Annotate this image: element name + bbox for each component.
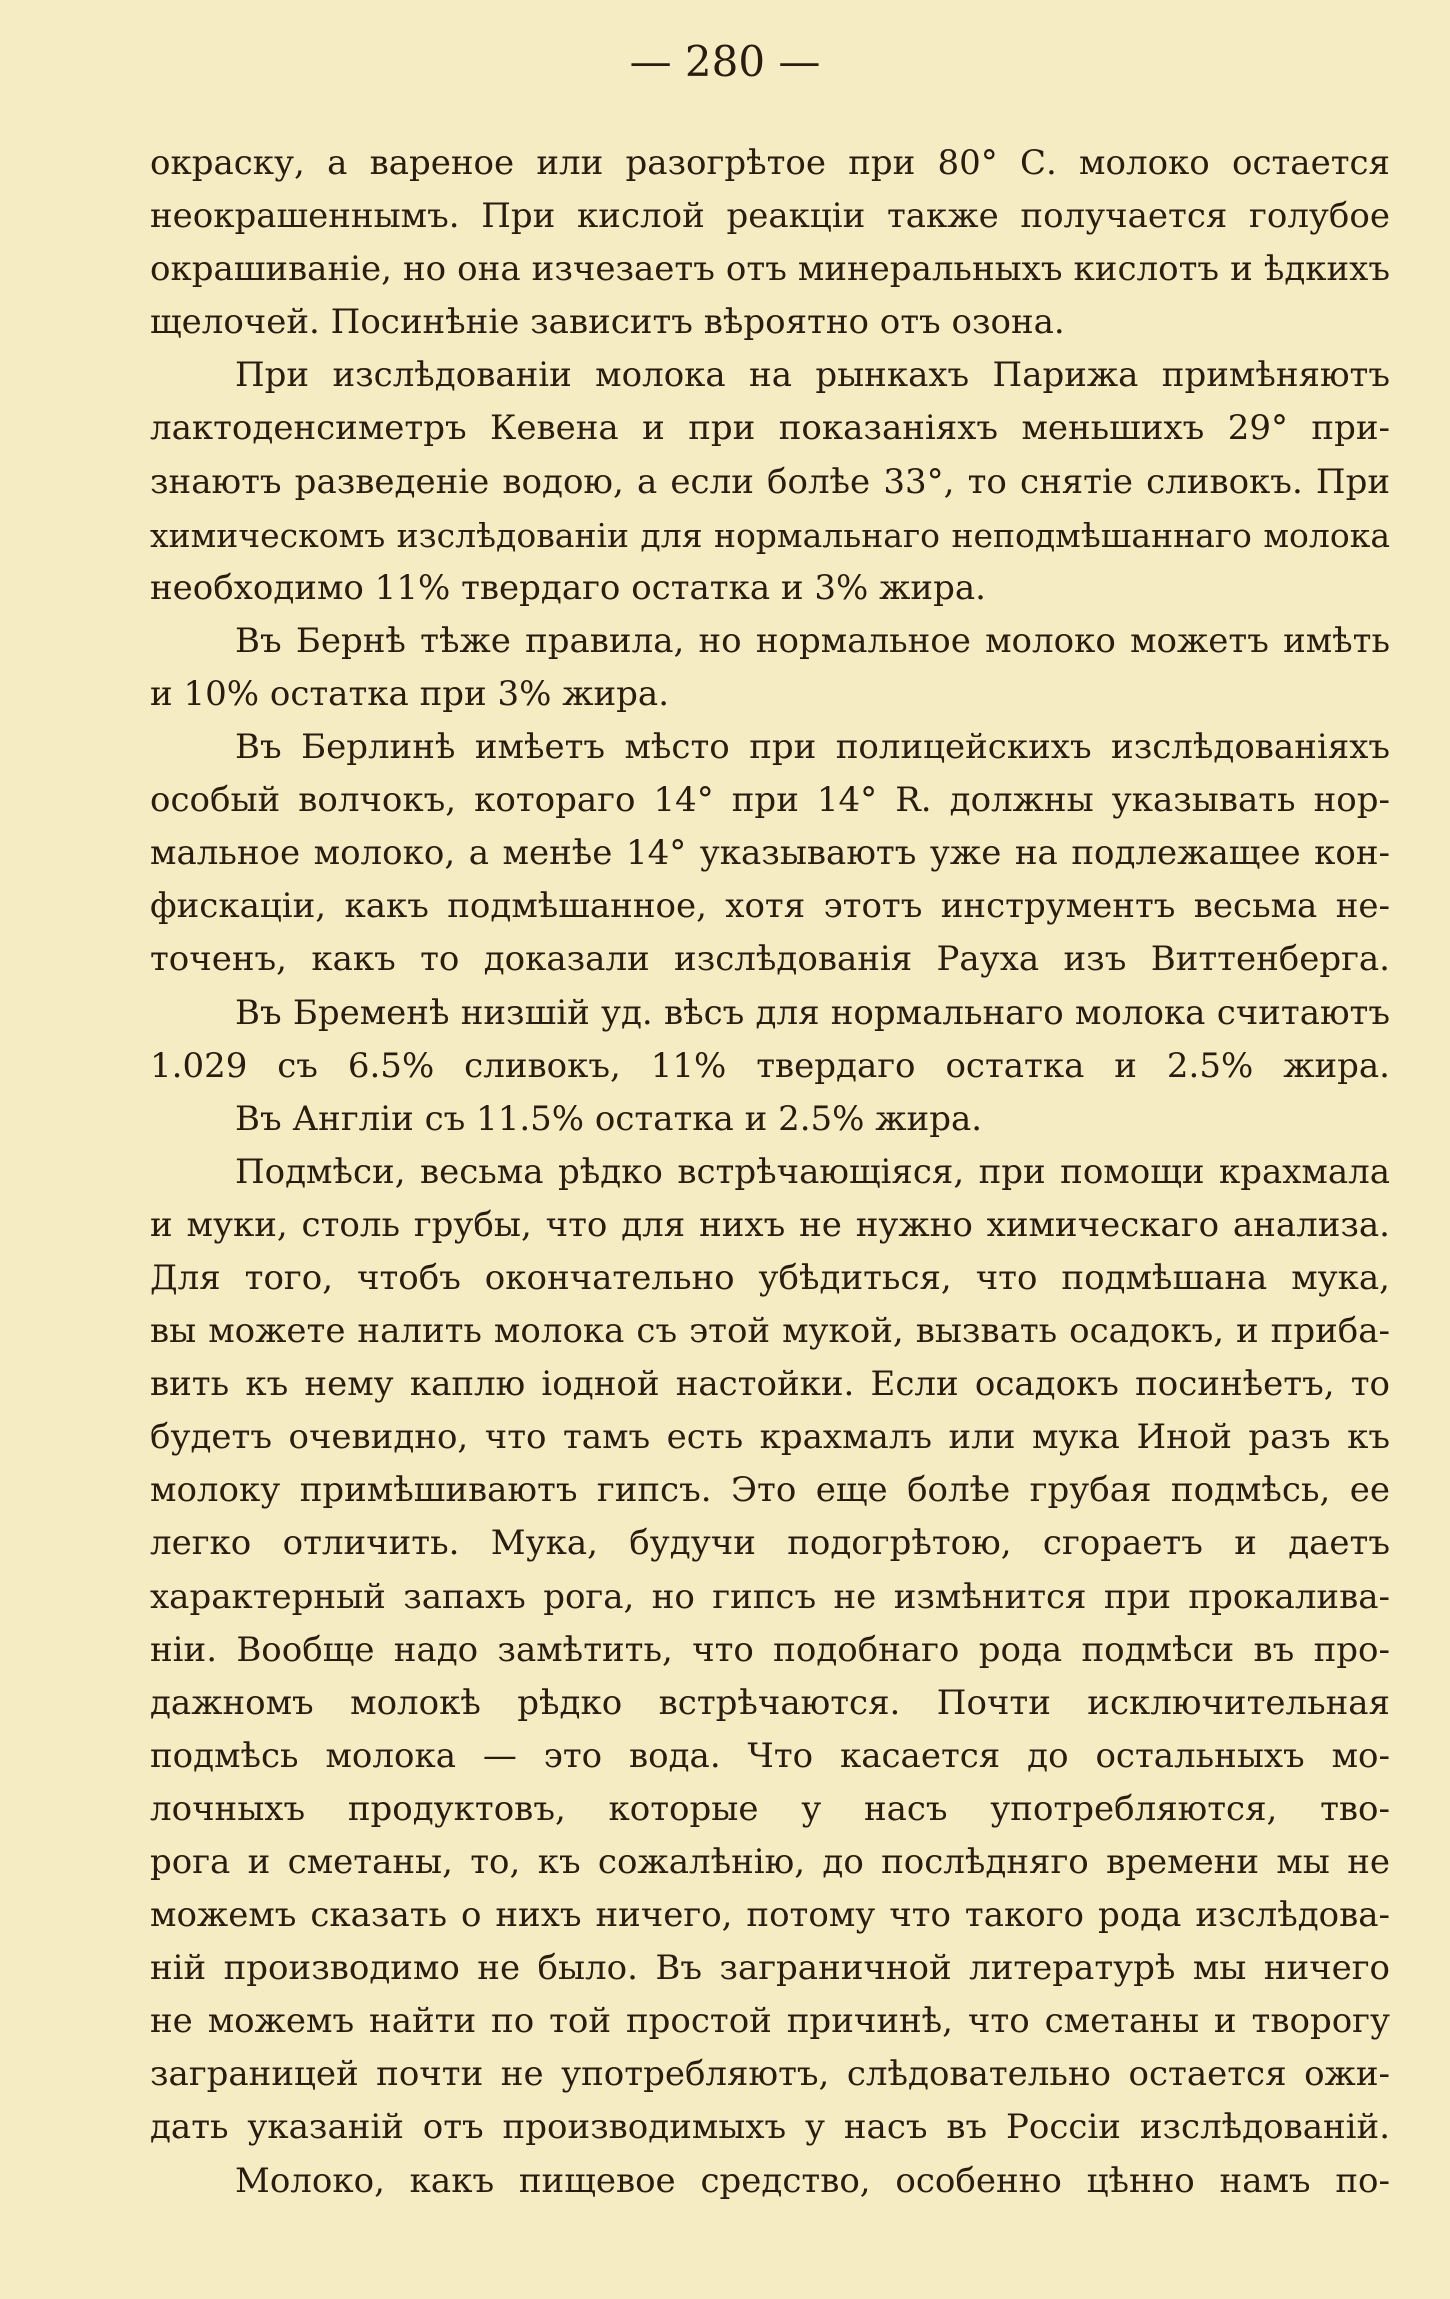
text-line: будетъ очевидно, что тамъ есть крахмалъ или мука Иной разъ къ bbox=[150, 1417, 1390, 1458]
text-line: Молоко, какъ пищевое средство, особенно цѣнно намъ по- bbox=[235, 2160, 1390, 2201]
text-line: При изслѣдованіи молока на рынкахъ Парижа примѣняютъ bbox=[235, 355, 1390, 396]
text-line: фискаціи, какъ подмѣшанное, хотя этотъ инструментъ весьма не- bbox=[150, 886, 1390, 927]
text-line: и муки, столь грубы, что для нихъ не нужно химическаго анализа. bbox=[150, 1204, 1390, 1245]
text-line: 1.029 съ 6.5% сливокъ, 11% твердаго остатка и 2.5% жира. bbox=[150, 1045, 1390, 1086]
text-line: Въ Бременѣ низшій уд. вѣсъ для нормальнаго молока считаютъ bbox=[235, 992, 1390, 1033]
text-line: легко отличить. Мука, будучи подогрѣтою, сгораетъ и даетъ bbox=[150, 1523, 1390, 1564]
text-line: дажномъ молокѣ рѣдко встрѣчаются. Почти исключительная bbox=[150, 1682, 1390, 1723]
text-line: щелочей. Посинѣніе зависитъ вѣроятно отъ озона. bbox=[150, 302, 1065, 343]
text-line: можемъ сказать о нихъ ничего, потому что такого рода изслѣдова- bbox=[150, 1895, 1390, 1936]
text-line: и 10% остатка при 3% жира. bbox=[150, 673, 669, 714]
text-line: вить къ нему каплю іодной настойки. Если осадокъ посинѣетъ, то bbox=[150, 1364, 1390, 1405]
text-line: точенъ, какъ то доказали изслѣдованія Рауха изъ Виттенберга. bbox=[150, 939, 1390, 980]
body-text bbox=[150, 137, 1390, 2208]
text-line: необходимо 11% твердаго остатка и 3% жира. bbox=[150, 567, 986, 608]
text-line: Подмѣси, весьма рѣдко встрѣчающіяся, при помощи крахмала bbox=[235, 1151, 1390, 1192]
text-line: дать указаній отъ производимыхъ у насъ въ Россіи изслѣдованій. bbox=[150, 2107, 1390, 2148]
text-line: не можемъ найти по той простой причинѣ, что сметаны и творогу bbox=[150, 2001, 1390, 2042]
text-line: мальное молоко, а менѣе 14° указываютъ уже на подлежащее кон- bbox=[150, 833, 1390, 874]
text-line: окрашиваніе, но она изчезаетъ отъ минеральныхъ кислотъ и ѣдкихъ bbox=[150, 249, 1390, 290]
text-line: лочныхъ продуктовъ, которые у насъ употребляются, тво- bbox=[150, 1788, 1390, 1829]
text-line: Въ Берлинѣ имѣетъ мѣсто при полицейскихъ изслѣдованіяхъ bbox=[235, 727, 1390, 768]
text-line: ній производимо не было. Въ заграничной литературѣ мы ничего bbox=[150, 1948, 1390, 1989]
text-line: знаютъ разведеніе водою, а если болѣе 33°, то снятіе сливокъ. При bbox=[150, 461, 1390, 502]
text-line: молоку примѣшиваютъ гипсъ. Это еще болѣе грубая подмѣсь, ее bbox=[150, 1470, 1390, 1511]
text-line: Въ Англіи съ 11.5% остатка и 2.5% жира. bbox=[235, 1098, 983, 1139]
text-line: особый волчокъ, котораго 14° при 14° R. должны указывать нор- bbox=[150, 780, 1390, 821]
text-line: Въ Бернѣ тѣже правила, но нормальное молоко можетъ имѣть bbox=[235, 620, 1390, 661]
text-line: химическомъ изслѣдованіи для нормальнаго неподмѣшаннаго молока bbox=[150, 515, 1390, 555]
text-line: подмѣсь молока — это вода. Что касается до остальныхъ мо- bbox=[150, 1735, 1390, 1776]
text-line: ніи. Вообще надо замѣтить, что подобнаго рода подмѣси въ про- bbox=[150, 1629, 1390, 1670]
text-line: вы можете налить молока съ этой мукой, вызвать осадокъ, и приба- bbox=[150, 1311, 1390, 1352]
text-line: лактоденсиметръ Кевена и при показаніяхъ меньшихъ 29° при- bbox=[150, 408, 1390, 449]
text-line: характерный запахъ рога, но гипсъ не измѣнится при прокалива- bbox=[150, 1576, 1390, 1617]
text-line: рога и сметаны, то, къ сожалѣнію, до послѣдняго времени мы не bbox=[150, 1842, 1390, 1882]
page-number: — 280 — bbox=[629, 37, 821, 86]
text-line: заграницей почти не употребляютъ, слѣдовательно остается ожи- bbox=[150, 2054, 1390, 2095]
text-line: окраску, а вареное или разогрѣтое при 80° С. молоко остается bbox=[150, 143, 1390, 183]
text-line: неокрашеннымъ. При кислой реакціи также получается голубое bbox=[150, 196, 1390, 237]
text-line: Для того, чтобъ окончательно убѣдиться, что подмѣшана мука, bbox=[150, 1257, 1390, 1298]
